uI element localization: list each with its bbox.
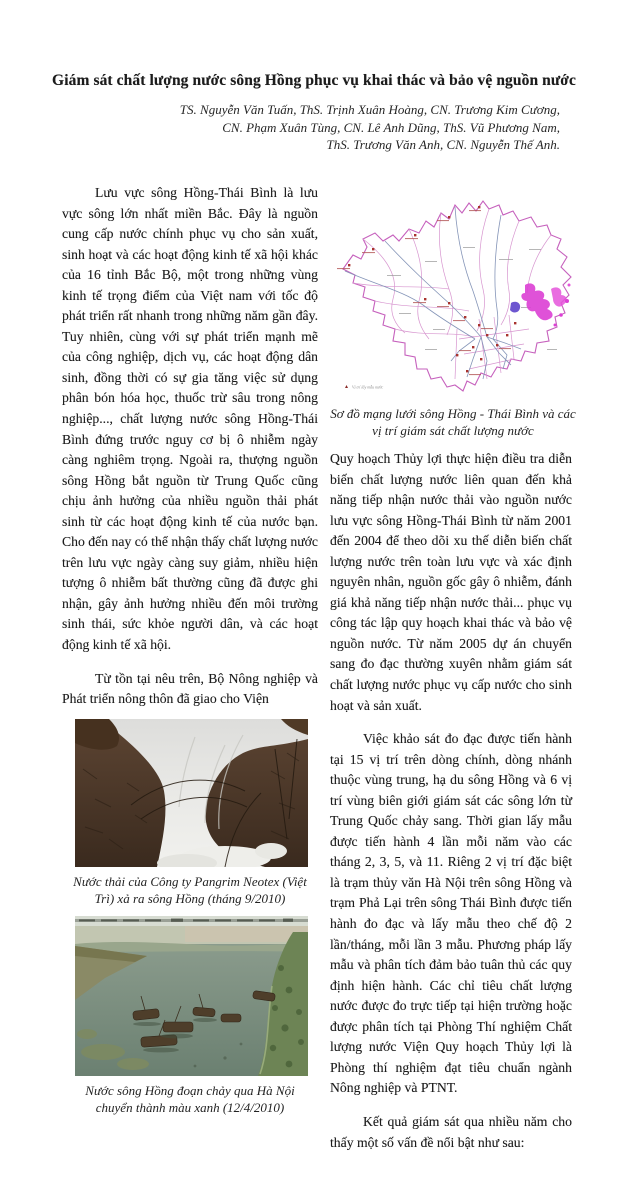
map-legend-label: Vị trí lấy mẫu nước [352,384,384,390]
river-basin-map-image [329,189,577,396]
authors-line-2: CN. Phạm Xuân Tùng, CN. Lê Anh Dũng, ThS. Vũ Phương Nam, [222,119,560,135]
right-paragraph-2: Việc khảo sát đo đạc được tiến hành tại 15 vị trí trên dòng chính, dòng nhánh thuộc vùng trung, hạ du sông Hồng và 6 vị trí vùng biên giới giám sát các sông lớn từ Trung Quốc chảy sang. Thời gian lấy mẫu được tiến hành 4 lần mỗi năm vào các tháng 2, 3, 5, và 11. Riêng 2 vị trí đặc biệt là trạm thủy văn Hà Nội trên sông Hồng và trạm Phả Lại trên sông Thái Bình được tiến hành đo đạc và lấy mẫu theo chế độ 2 lần/tháng, mỗi lần 3 mẫu. Phương pháp lấy mẫu và phân tích đảm bảo tuân thủ các quy định hiện hành. Các chỉ tiêu chất lượng nước được đo trực tiếp tại hiện trường hoặc được phân tích tại Phòng Thí nghiệm Chất lượng nước Viện Quy hoạch Thủy lợi là Phòng thí nghiệm đạt tiêu chuẩn ngành Nông nghiệp và PTNT. [330,731,572,1096]
page-title: Giám sát chất lượng nước sông Hồng phục vụ khai thác và bảo vệ nguồn nước [52,72,576,89]
right-paragraph-1: Quy hoạch Thủy lợi thực hiện điều tra diễn biến chất lượng nước liên quan đến khả năng tiếp nhận nước thải vào nguồn nước lưu vực sông Hồng-Thái Bình từ năm 2001 đến 2004 để theo dõi xu thế diễn biến chất lượng nước trên toàn lưu vực và xác định nguyên nhân, nguồn gốc gây ô nhiễm, đánh giá khả năng tiếp nhận nước thải... phục vụ công tác lập quy hoạch khai thác và bảo vệ nguồn nước. Từ năm 2005 dự án chuyển sang đo đạc thường xuyên nhằm giám sát chất lượng nước phục vụ cấp nước cho sinh hoạt và sản xuất. [330,451,572,713]
authors-line-3: ThS. Trương Văn Anh, CN. Nguyễn Thế Anh. [326,137,560,152]
figure-wastewater [75,719,308,907]
left-column [62,183,318,1116]
right-paragraph-3: Kết quả giám sát qua nhiều năm cho thấy một số vấn đề nổi bật như sau: [330,1113,572,1150]
authors-block [80,101,560,154]
authors-line-1: TS. Nguyễn Văn Tuấn, ThS. Trịnh Xuân Hoàng, CN. Trương Kim Cương, [179,102,560,117]
left-paragraph-1: Lưu vực sông Hồng-Thái Bình là lưu vực sông lớn nhất miền Bắc. Đây là nguồn cung cấp nước chính phục vụ cho sản xuất, sinh hoạt và các hoạt động kinh tế xã hội khác của 16 tỉnh Bắc Bộ, một trong những vùng kinh tế trọng điểm của Việt nam với tốc độ phát triển rất nhanh trong những năm gần đây. Tuy nhiên, cùng với sự phát triển mạnh mẽ của công nghiệp, dịch vụ, các hoạt động dân sinh, đồng thời có sự gia tăng việc sử dụng phân bón hóa học, thuốc trừ sâu trong nông nghiệp..., chất lượng nước sông Hồng-Thái Bình đứng trước nguy cơ bị ô nhiễm ngày càng nghiêm trọng. Ngoài ra, thượng nguồn sông Hồng bắt nguồn từ Trung Quốc cũng chịu ảnh hưởng của nhiều nguồn thải phát sinh từ các hoạt động kinh tế của nước bạn. Cho đến nay có thể nhận thấy chất lượng nước trên lưu vực ngày càng suy giảm, nhiều hiện tượng ô nhiễm bất thường cũng đã được ghi nhận, gây ảnh hưởng nhiều đến môi trường sinh thái, sức khỏe người dân, và các hoạt động kinh tế xã hội. [62,185,318,653]
left-paragraph-2: Từ tồn tại nêu trên, Bộ Nông nghiệp và Phát triển nông thôn đã giao cho Viện [62,670,318,707]
map-caption: Sơ đồ mạng lưới sông Hồng - Thái Bình và các vị trí giám sát chất lượng nước [330,406,576,438]
figure-green-river [75,916,308,1116]
right-column [330,186,576,1153]
green-river-photo-image [75,916,308,1076]
wastewater-photo-image [75,719,308,867]
figure-basin-map [329,189,577,439]
figure-wastewater-caption: Nước thải của Công ty Pangrim Neotex (Việt Trì) xả ra sông Hồng (tháng 9/2010) [73,873,307,906]
figure-green-river-caption: Nước sông Hồng đoạn chảy qua Hà Nội chuyển thành màu xanh (12/4/2010) [85,1082,295,1115]
